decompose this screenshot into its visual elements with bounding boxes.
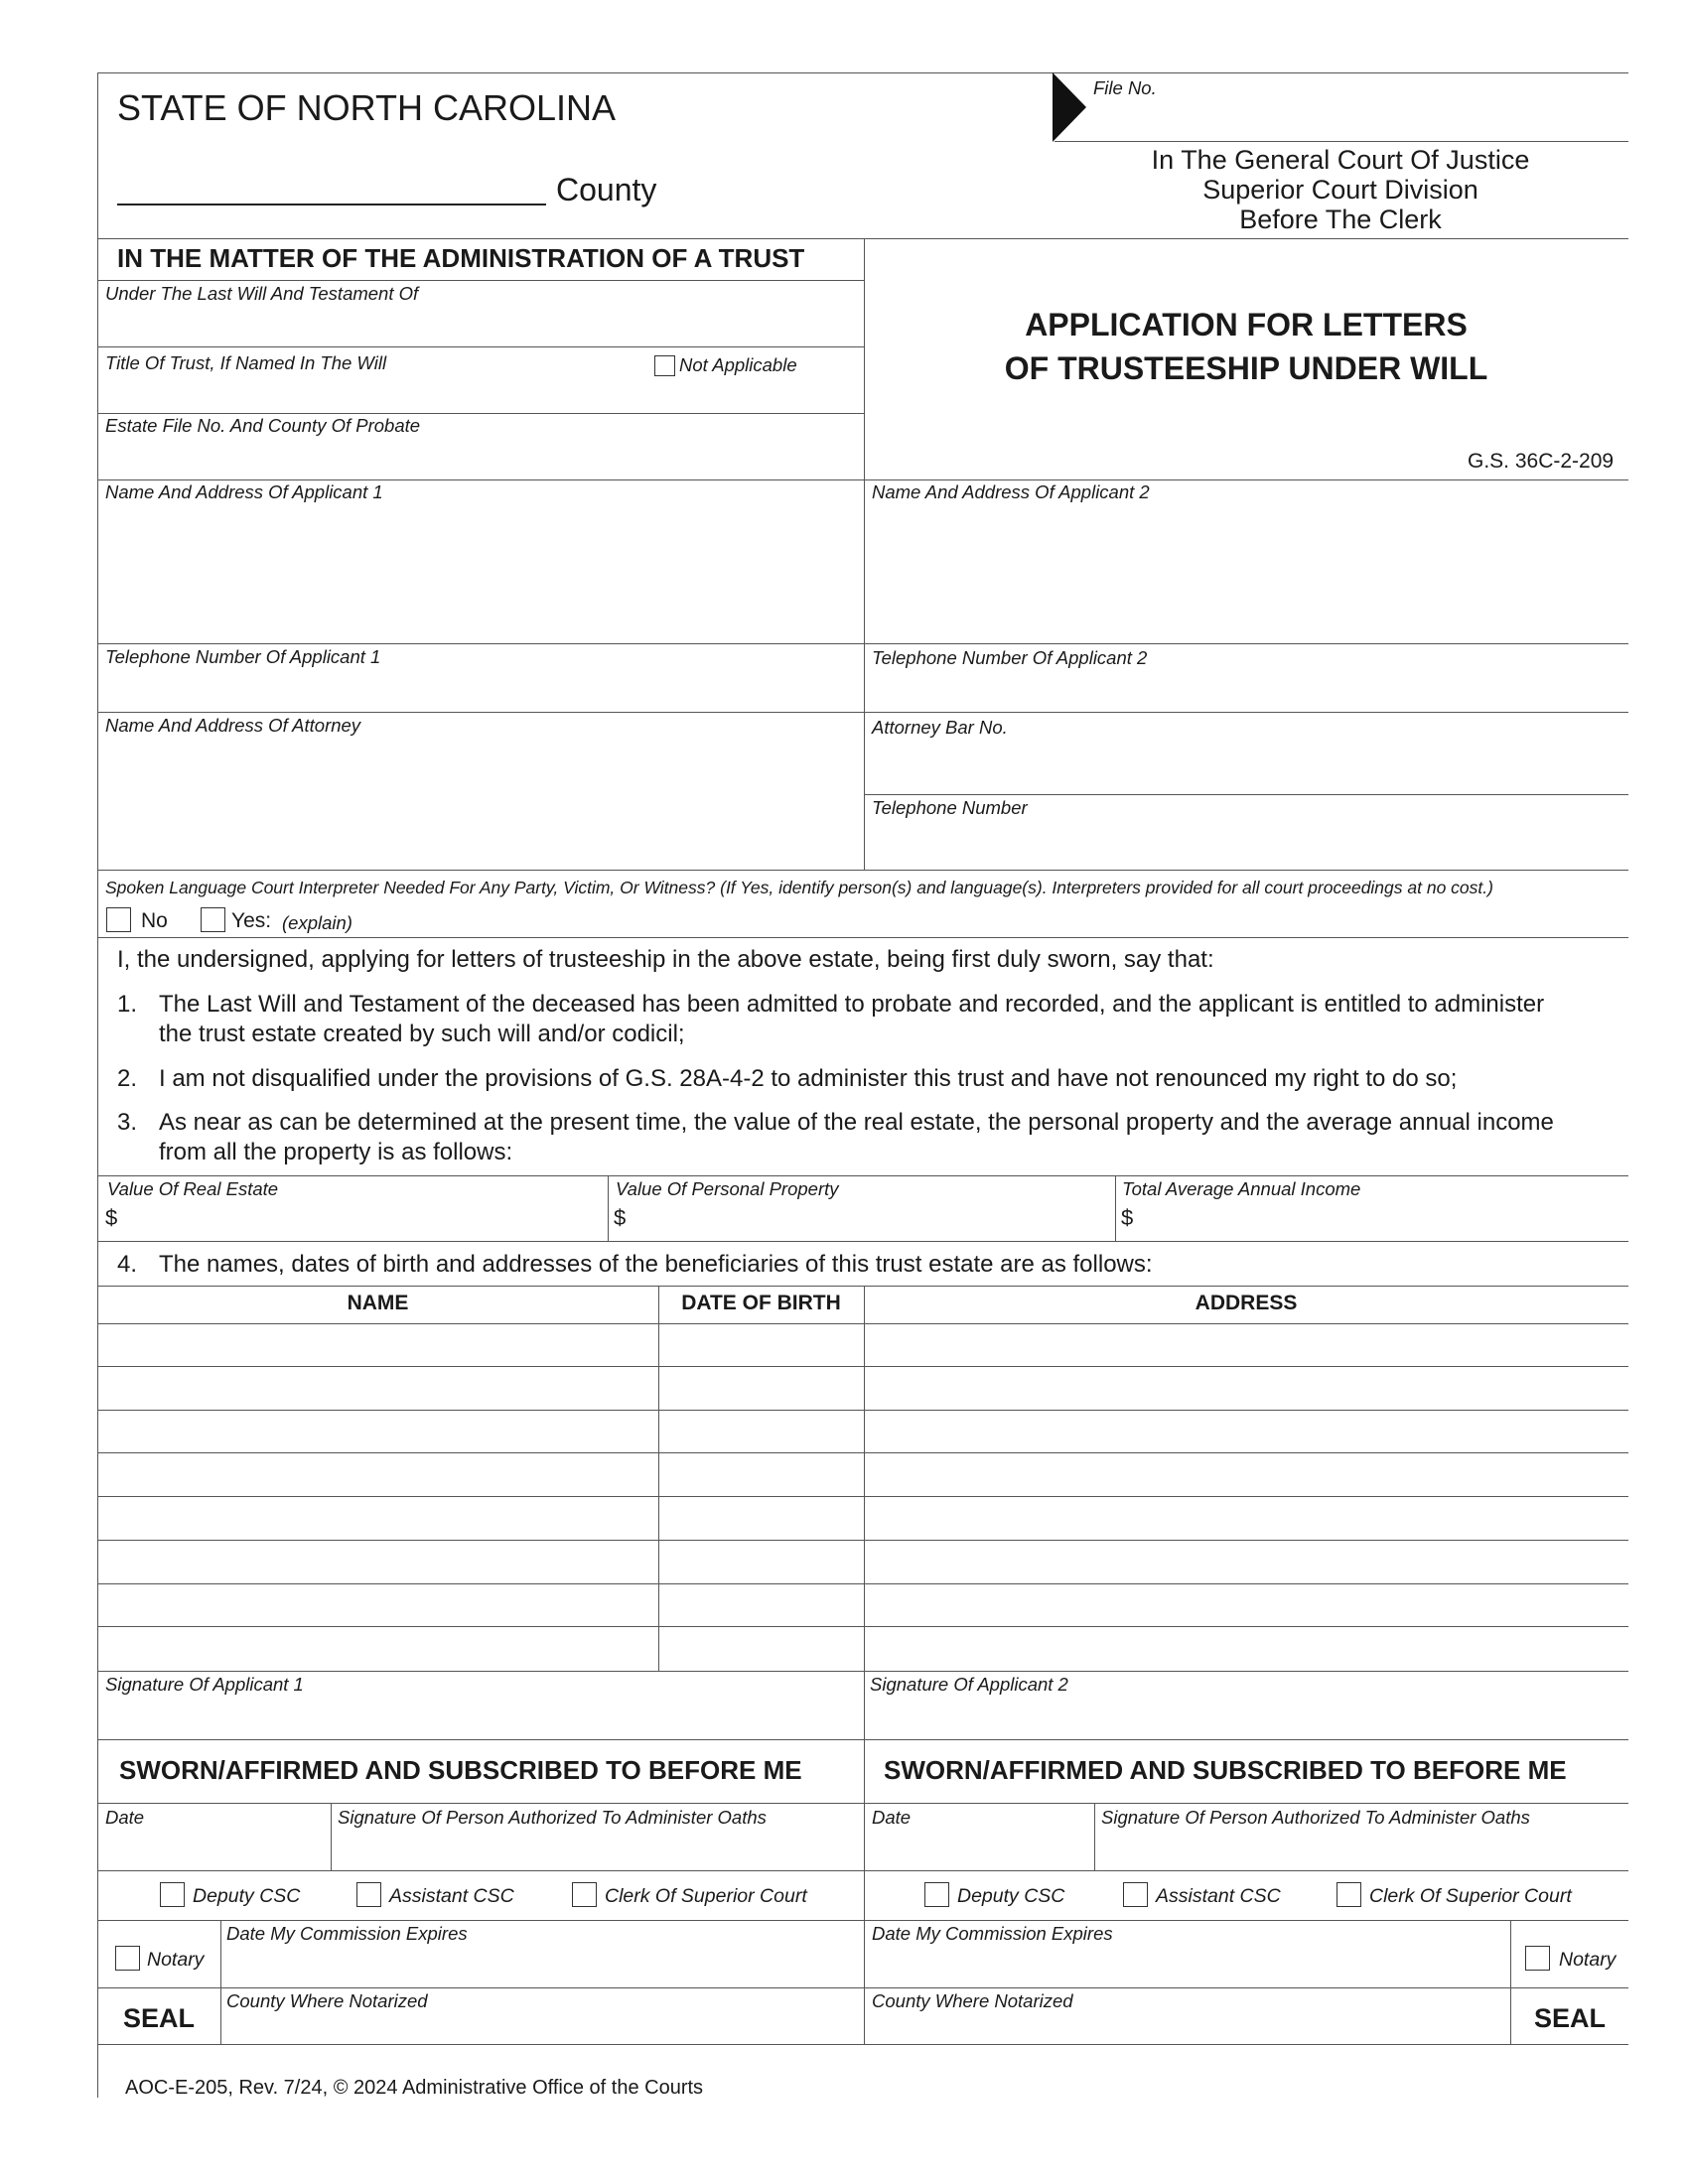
attorney-label: Name And Address Of Attorney [105, 715, 361, 736]
attorney-bar-label: Attorney Bar No. [872, 717, 1008, 738]
col-header-name: NAME [347, 1292, 409, 1314]
beneficiary-dob-cell[interactable] [660, 1323, 862, 1366]
beneficiary-dob-cell[interactable] [660, 1497, 862, 1540]
statement-intro: I, the undersigned, applying for letters of trusteeship in the above estate, being first duly sworn, say that: [117, 946, 1214, 973]
county-notarized-label-right: County Where Notarized [872, 1990, 1073, 2011]
item-1-line-1: The Last Will and Testament of the deceased has been admitted to probate and recorded, and the applicant is entitled to administer [159, 991, 1545, 1018]
assistant-csc-checkbox-right[interactable] [1123, 1882, 1148, 1907]
beneficiary-address-cell[interactable] [866, 1323, 1626, 1366]
applicant2-name-label: Name And Address Of Applicant 2 [872, 481, 1150, 502]
matter-heading: IN THE MATTER OF THE ADMINISTRATION OF A TRUST [117, 243, 805, 273]
item-2-line-1: I am not disqualified under the provisions of G.S. 28A-4-2 to administer this trust and have not renounced my right to do so; [159, 1065, 1458, 1092]
beneficiary-name-cell[interactable] [99, 1584, 656, 1627]
beneficiary-name-cell[interactable] [99, 1541, 656, 1583]
beneficiary-row [97, 1323, 1628, 1367]
court-line-1: In The General Court Of Justice [1151, 145, 1530, 175]
item-3-line-2: from all the property is as follows: [159, 1139, 513, 1165]
applicant1-signature-field[interactable] [99, 1696, 862, 1737]
will-field[interactable] [99, 303, 862, 344]
applicant1-name-field[interactable] [99, 504, 862, 641]
statute-reference: G.S. 36C-2-209 [1468, 450, 1615, 473]
applicant1-name-label: Name And Address Of Applicant 1 [105, 481, 383, 502]
item-4-number: 4. [117, 1251, 138, 1278]
notary-checkbox-left[interactable] [115, 1946, 140, 1971]
item-3-number: 3. [117, 1109, 138, 1136]
commission-label-right: Date My Commission Expires [872, 1923, 1113, 1944]
notary-label-right: Notary [1559, 1949, 1617, 1971]
clerk-label-left: Clerk Of Superior Court [605, 1885, 807, 1907]
attorney-bar-field[interactable] [866, 739, 1626, 792]
interpreter-no-label: No [141, 909, 168, 932]
beneficiary-name-cell[interactable] [99, 1323, 656, 1366]
seal-right: SEAL [1534, 2003, 1607, 2033]
attorney-field[interactable] [99, 737, 862, 868]
income-currency: $ [1121, 1205, 1134, 1230]
beneficiary-row [97, 1453, 1628, 1497]
beneficiary-name-cell[interactable] [99, 1453, 656, 1496]
beneficiary-row [97, 1541, 1628, 1584]
date-field-right[interactable] [866, 1829, 1092, 1868]
authorized-signature-field-left[interactable] [334, 1829, 862, 1868]
state-heading: STATE OF NORTH CAROLINA [117, 87, 617, 128]
beneficiary-address-cell[interactable] [866, 1411, 1626, 1453]
file-no-field[interactable] [1092, 75, 1628, 139]
interpreter-no-checkbox[interactable] [106, 907, 131, 932]
authorized-signature-label-right: Signature Of Person Authorized To Administer Oaths [1101, 1807, 1530, 1828]
interpreter-explain-label: (explain) [282, 912, 352, 933]
beneficiary-dob-cell[interactable] [660, 1541, 862, 1583]
beneficiary-name-cell[interactable] [99, 1627, 656, 1671]
trust-title-field[interactable] [99, 375, 635, 411]
applicant2-phone-label: Telephone Number Of Applicant 2 [872, 647, 1148, 668]
county-notarized-field-left[interactable] [224, 2012, 862, 2042]
assistant-csc-label-right: Assistant CSC [1156, 1885, 1281, 1907]
applicant1-signature-label: Signature Of Applicant 1 [105, 1674, 304, 1695]
commission-label-left: Date My Commission Expires [226, 1923, 468, 1944]
form-title-line-2: OF TRUSTEESHIP UNDER WILL [1004, 350, 1488, 386]
applicant1-phone-label: Telephone Number Of Applicant 1 [105, 646, 381, 667]
clerk-checkbox-left[interactable] [572, 1882, 597, 1907]
item-4-text: The names, dates of birth and addresses of the beneficiaries of this trust estate are as follows: [159, 1251, 1153, 1278]
beneficiary-address-cell[interactable] [866, 1584, 1626, 1627]
seal-left: SEAL [123, 2003, 196, 2033]
beneficiary-name-cell[interactable] [99, 1411, 656, 1453]
county-notarized-label-left: County Where Notarized [226, 1990, 428, 2011]
sworn-heading-left: SWORN/AFFIRMED AND SUBSCRIBED TO BEFORE ME [119, 1755, 802, 1785]
beneficiary-address-cell[interactable] [866, 1627, 1626, 1671]
beneficiary-address-cell[interactable] [866, 1367, 1626, 1410]
estate-file-label: Estate File No. And County Of Probate [105, 415, 421, 436]
not-applicable-checkbox[interactable] [654, 355, 675, 376]
beneficiary-address-cell[interactable] [866, 1541, 1626, 1583]
real-estate-currency: $ [105, 1205, 118, 1230]
date-label-right: Date [872, 1807, 912, 1828]
date-label-left: Date [105, 1807, 145, 1828]
deputy-csc-checkbox-left[interactable] [160, 1882, 185, 1907]
beneficiary-row [97, 1627, 1628, 1671]
estate-file-field[interactable] [99, 437, 862, 477]
notary-checkbox-right[interactable] [1525, 1946, 1550, 1971]
item-1-number: 1. [117, 991, 138, 1018]
date-field-left[interactable] [99, 1829, 328, 1868]
county-blank-line[interactable] [117, 204, 546, 205]
attorney-phone-field[interactable] [866, 819, 1626, 868]
deputy-csc-label-left: Deputy CSC [193, 1885, 301, 1907]
real-estate-label: Value Of Real Estate [107, 1178, 279, 1199]
personal-property-field[interactable] [632, 1199, 1114, 1237]
clerk-label-right: Clerk Of Superior Court [1369, 1885, 1572, 1907]
personal-property-currency: $ [614, 1205, 627, 1230]
interpreter-yes-label: Yes: [231, 909, 272, 932]
sworn-heading-right: SWORN/AFFIRMED AND SUBSCRIBED TO BEFORE ME [884, 1755, 1567, 1785]
clerk-checkbox-right[interactable] [1336, 1882, 1361, 1907]
applicant2-name-field[interactable] [866, 504, 1626, 641]
commission-field-right[interactable] [866, 1946, 1507, 1985]
applicant1-phone-field[interactable] [99, 668, 862, 710]
beneficiary-name-cell[interactable] [99, 1367, 656, 1410]
item-3-line-1: As near as can be determined at the present time, the value of the real estate, the personal property and the average annual income [159, 1109, 1554, 1136]
authorized-signature-field-right[interactable] [1097, 1829, 1626, 1868]
item-1-line-2: the trust estate created by such will and/or codicil; [159, 1021, 685, 1047]
beneficiary-dob-cell[interactable] [660, 1411, 862, 1453]
interpreter-question: Spoken Language Court Interpreter Needed For Any Party, Victim, Or Witness? (If Yes, identify person(s) and language(s). Interpreters provided for all court proceedings at no cost.) [105, 878, 1493, 897]
file-arrow-icon [1053, 72, 1088, 142]
beneficiary-address-cell[interactable] [866, 1453, 1626, 1496]
beneficiary-row [97, 1497, 1628, 1541]
real-estate-field[interactable] [123, 1199, 606, 1237]
beneficiary-table [97, 1323, 1628, 1671]
notary-label-left: Notary [147, 1949, 205, 1971]
footer-text: AOC-E-205, Rev. 7/24, © 2024 Administrative Office of the Courts [125, 2077, 704, 2099]
commission-field-left[interactable] [224, 1946, 862, 1985]
personal-property-label: Value Of Personal Property [616, 1178, 839, 1199]
court-line-2: Superior Court Division [1202, 175, 1478, 205]
assistant-csc-label-left: Assistant CSC [389, 1885, 514, 1907]
authorized-signature-label-left: Signature Of Person Authorized To Administer Oaths [338, 1807, 767, 1828]
income-label: Total Average Annual Income [1122, 1178, 1361, 1199]
beneficiary-name-cell[interactable] [99, 1497, 656, 1540]
beneficiary-row [97, 1411, 1628, 1454]
form-title-line-1: APPLICATION FOR LETTERS [1025, 307, 1468, 342]
county-notarized-field-right[interactable] [866, 2012, 1507, 2042]
beneficiary-dob-cell[interactable] [660, 1367, 862, 1410]
col-header-dob: DATE OF BIRTH [681, 1292, 841, 1314]
beneficiary-dob-cell[interactable] [660, 1627, 862, 1671]
applicant2-phone-field[interactable] [866, 668, 1626, 710]
will-label: Under The Last Will And Testament Of [105, 283, 419, 304]
attorney-phone-label: Telephone Number [872, 797, 1028, 818]
interpreter-yes-checkbox[interactable] [201, 907, 225, 932]
county-label: County [556, 172, 657, 207]
deputy-csc-label-right: Deputy CSC [957, 1885, 1065, 1907]
trust-title-label: Title Of Trust, If Named In The Will [105, 352, 387, 373]
deputy-csc-checkbox-right[interactable] [924, 1882, 949, 1907]
applicant2-signature-label: Signature Of Applicant 2 [870, 1674, 1068, 1695]
not-applicable-label: Not Applicable [679, 354, 797, 375]
beneficiary-row [97, 1367, 1628, 1411]
income-field[interactable] [1139, 1199, 1625, 1237]
beneficiary-address-cell[interactable] [866, 1497, 1626, 1540]
applicant2-signature-field[interactable] [866, 1696, 1626, 1737]
assistant-csc-checkbox-left[interactable] [356, 1882, 381, 1907]
col-header-address: ADDRESS [1195, 1292, 1298, 1314]
interpreter-explain-field[interactable] [367, 903, 1618, 935]
beneficiary-row [97, 1584, 1628, 1628]
beneficiary-dob-cell[interactable] [660, 1453, 862, 1496]
court-line-3: Before The Clerk [1239, 205, 1442, 234]
beneficiary-dob-cell[interactable] [660, 1584, 862, 1627]
file-no-label: File No. [1093, 77, 1157, 98]
item-2-number: 2. [117, 1065, 138, 1092]
